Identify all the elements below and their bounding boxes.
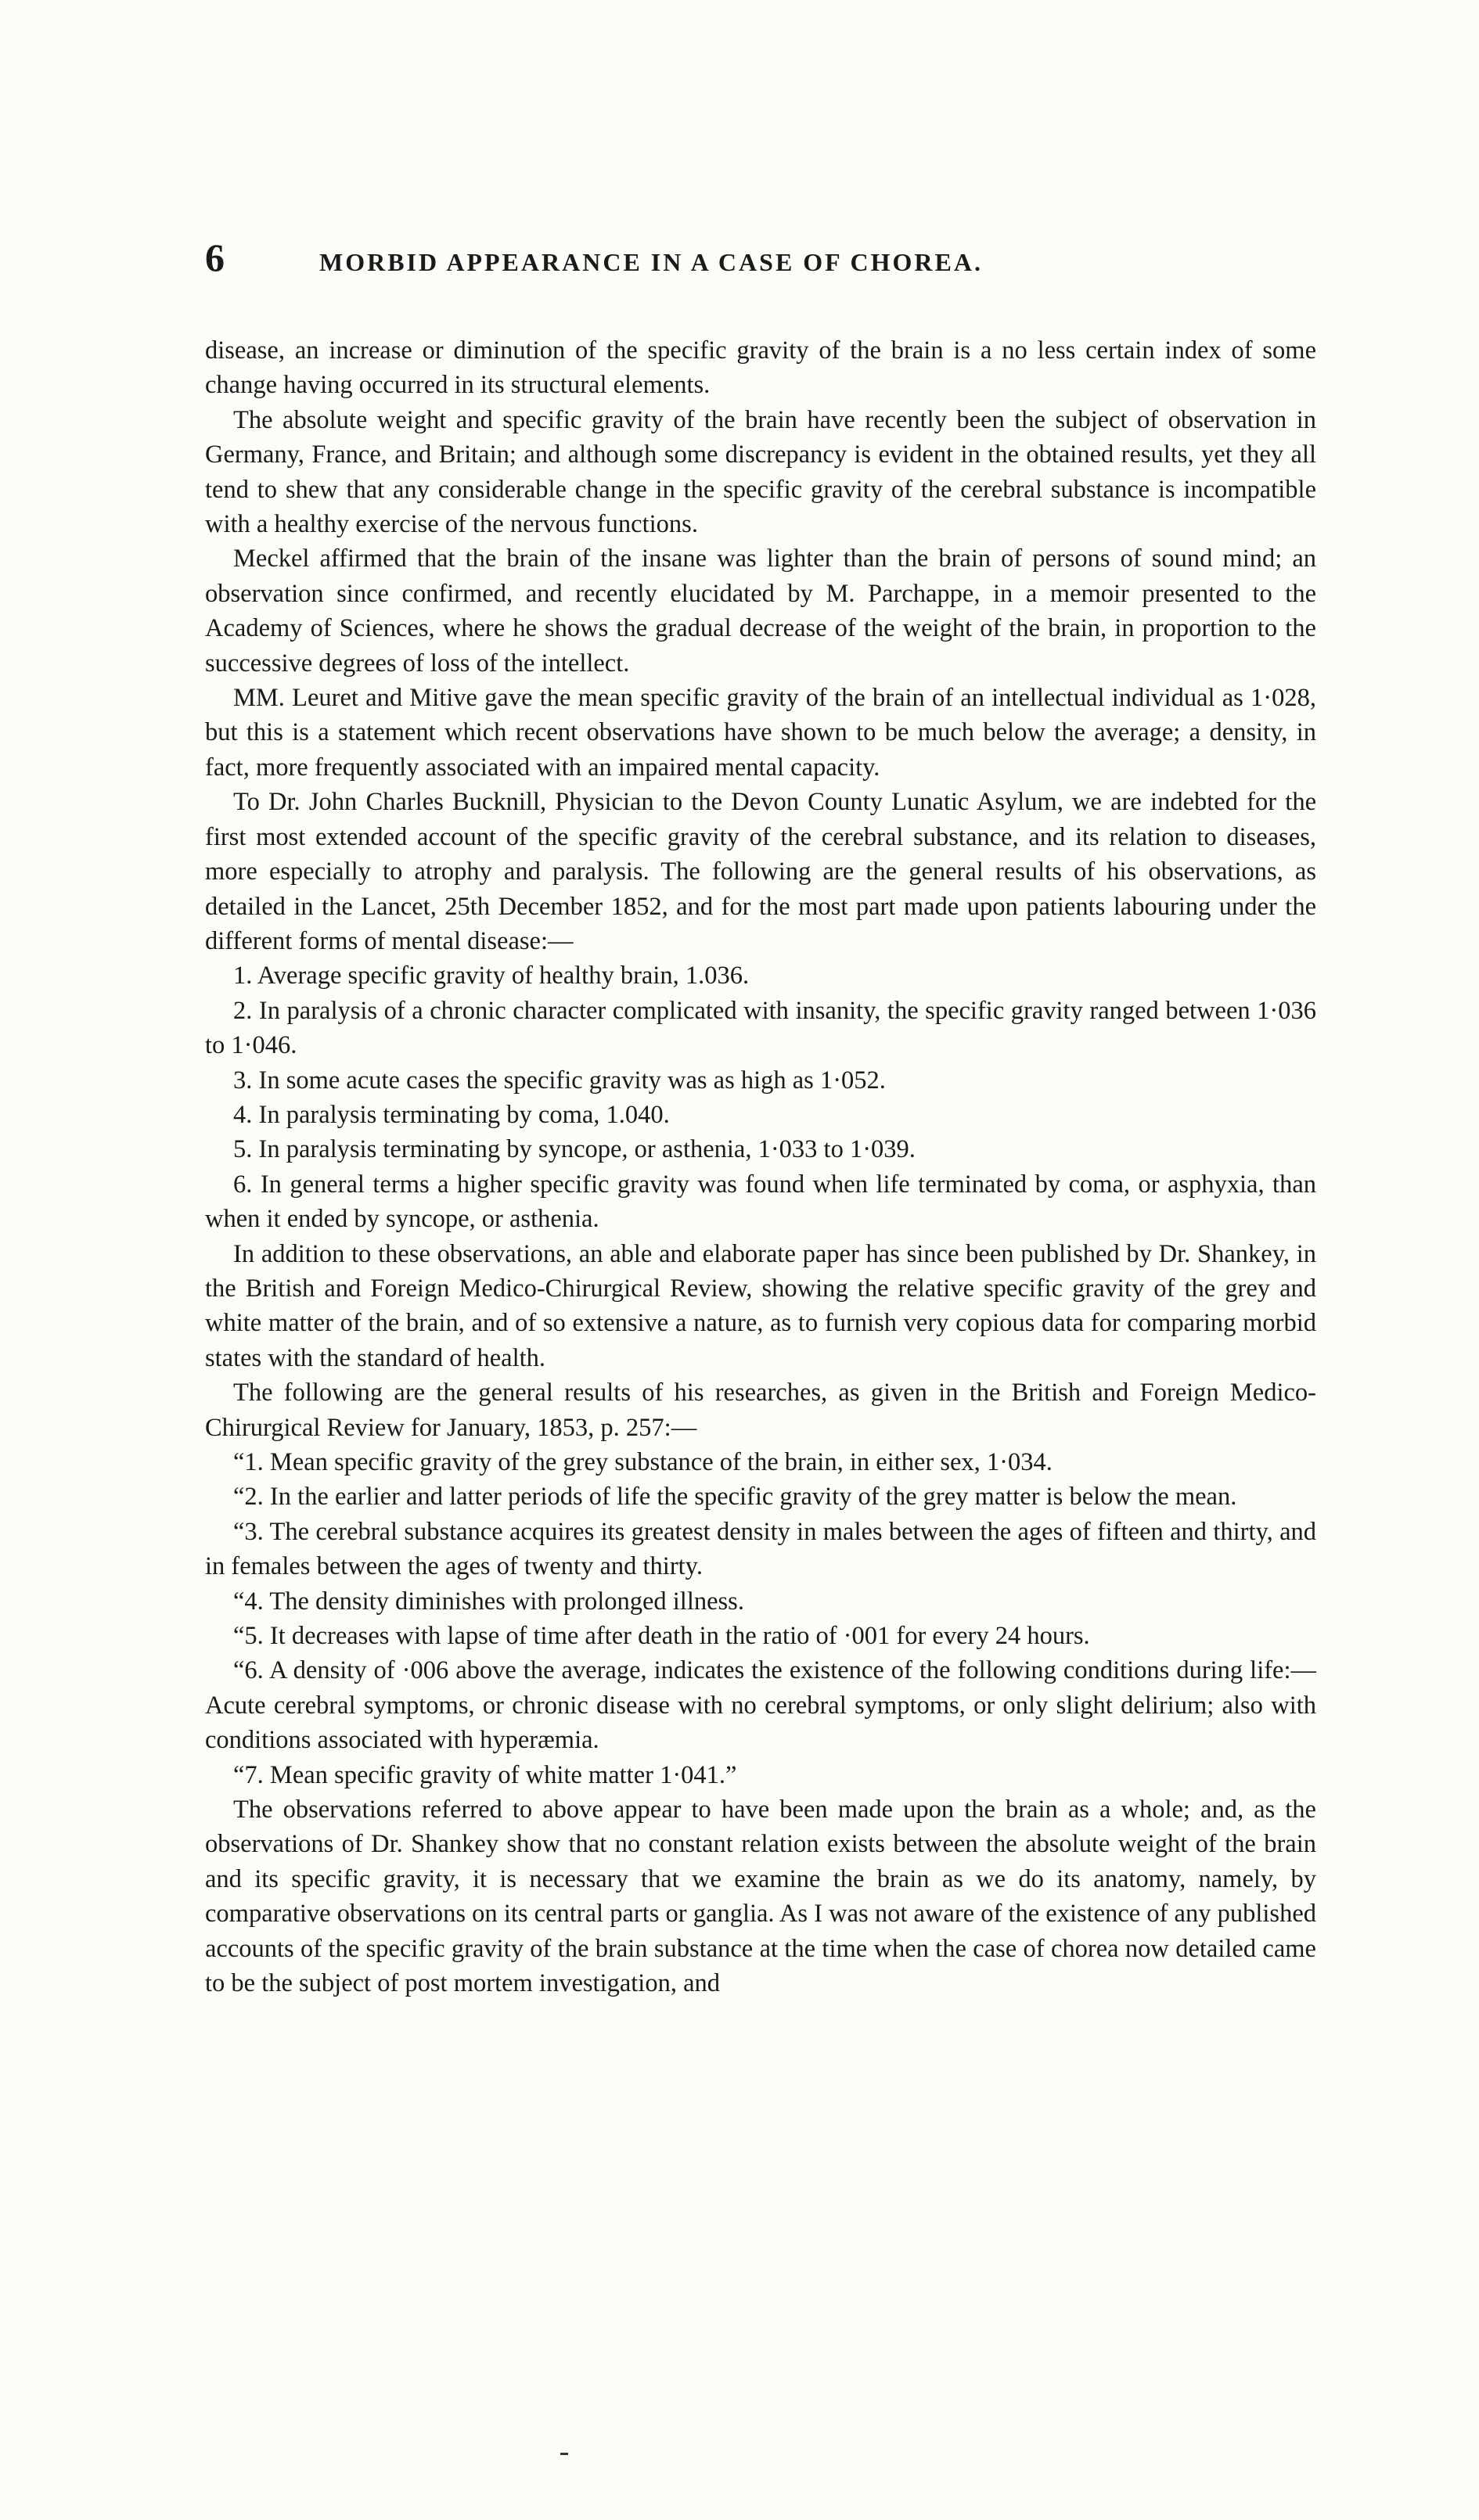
paragraph: disease, an increase or diminution of the specific gravity of the brain is a no less certain index of some change having occurred in its structural elements. <box>205 336 1316 400</box>
paragraph: In addition to these observations, an able and elaborate paper has since been published by Dr. Shankey, in the British and Foreign Medico-Chirurgical Review, showing the relative specific gravity of the grey and white matter of the brain, and of so extensive a nature, as to furnish very copious data for comparing morbid states with the standard of health. <box>205 1239 1316 1372</box>
paragraph: The absolute weight and specific gravity of the brain have recently been the subject of observation in Germany, France, and Britain; and although some discrepancy is evident in the obtained results, yet they all tend to shew that any considerable change in the specific gravity of the cerebral substance is incompatible with a healthy exercise of the nervous functions. <box>205 405 1316 539</box>
paragraph: The observations referred to above appear to have been made upon the brain as a whole; and, as the observations of Dr. Shankey show that no constant relation exists between the absolute weight of the brain and its specific gravity, it is necessary that we examine the brain as we do its anatomy, namely, by comparative observations on its central parts or ganglia. As I was not aware of the existence of any published accounts of the specific gravity of the brain substance at the time when the case of chorea now detailed came to be the subject of post mortem investigation, and <box>205 1796 1316 1998</box>
quoted-list-item: “6. A density of ·006 above the average, indicates the existence of the following conditions during life:—Acute cerebral symptoms, or chronic disease with no cerebral symptoms, or only slight delirium; also with conditions associated with hyperæmia. <box>205 1656 1316 1755</box>
list-item: 5. In paralysis terminating by syncope, or asthenia, 1·033 to 1·039. <box>233 1135 916 1164</box>
paragraph: MM. Leuret and Mitive gave the mean specific gravity of the brain of an intellectual individual as 1·028, but this is a statement which recent observations have shown to be much below the average; a density, in fact, more frequently associated with an impaired mental capacity. <box>205 684 1316 782</box>
list-item: 2. In paralysis of a chronic character complicated with insanity, the specific gravity ranged between 1·036 to 1·046. <box>205 996 1316 1060</box>
quoted-list-item: “3. The cerebral substance acquires its greatest density in males between the ages of fifteen and thirty, and in females between the ages of twenty and thirty. <box>205 1517 1316 1581</box>
quoted-list-item: “4. The density diminishes with prolonged illness. <box>233 1587 744 1616</box>
list-item: 1. Average specific gravity of healthy brain, 1.036. <box>233 962 750 990</box>
paragraph: Meckel affirmed that the brain of the insane was lighter than the brain of persons of sound mind; an observation since confirmed, and recently elucidated by M. Parchappe, in a memoir presented to the Academy of Sciences, where he shows the gradual decrease of the weight of the brain, in proportion to the successive degrees of loss of the intellect. <box>205 545 1316 678</box>
page-content <box>205 235 1316 2001</box>
body-text <box>205 333 1316 2001</box>
list-item: 6. In general terms a higher specific gravity was found when life terminated by coma, or asphyxia, than when it ended by syncope, or asthenia. <box>205 1170 1316 1234</box>
quoted-list-item: “5. It decreases with lapse of time after death in the ratio of ·001 for every 24 hours. <box>233 1622 1090 1651</box>
list-item: 4. In paralysis terminating by coma, 1.040. <box>233 1100 670 1129</box>
quoted-list-item: “2. In the earlier and latter periods of life the specific gravity of the grey matter is below the mean. <box>233 1483 1237 1512</box>
list-item: 3. In some acute cases the specific gravity was as high as 1·052. <box>233 1066 886 1095</box>
page-number: 6 <box>205 235 225 279</box>
paragraph: The following are the general results of his researches, as given in the British and Foreign Medico-Chirurgical Review for January, 1853, p. 257:— <box>205 1379 1316 1442</box>
page-bottom-mark <box>560 2453 568 2455</box>
running-header <box>205 235 1316 280</box>
paragraph: To Dr. John Charles Bucknill, Physician to the Devon County Lunatic Asylum, we are indebted for the first most extended account of the specific gravity of the cerebral substance, and its relation to diseases, more especially to atrophy and paralysis. The following are the general results of his observations, as detailed in the Lancet, 25th December 1852, and for the most part made upon patients labouring under the different forms of mental disease:— <box>205 788 1316 955</box>
quoted-list-item: “7. Mean specific gravity of white matter 1·041.” <box>233 1760 737 1789</box>
running-title: MORBID APPEARANCE IN A CASE OF CHOREA. <box>319 248 983 276</box>
quoted-list-item: “1. Mean specific gravity of the grey substance of the brain, in either sex, 1·034. <box>233 1448 1053 1476</box>
